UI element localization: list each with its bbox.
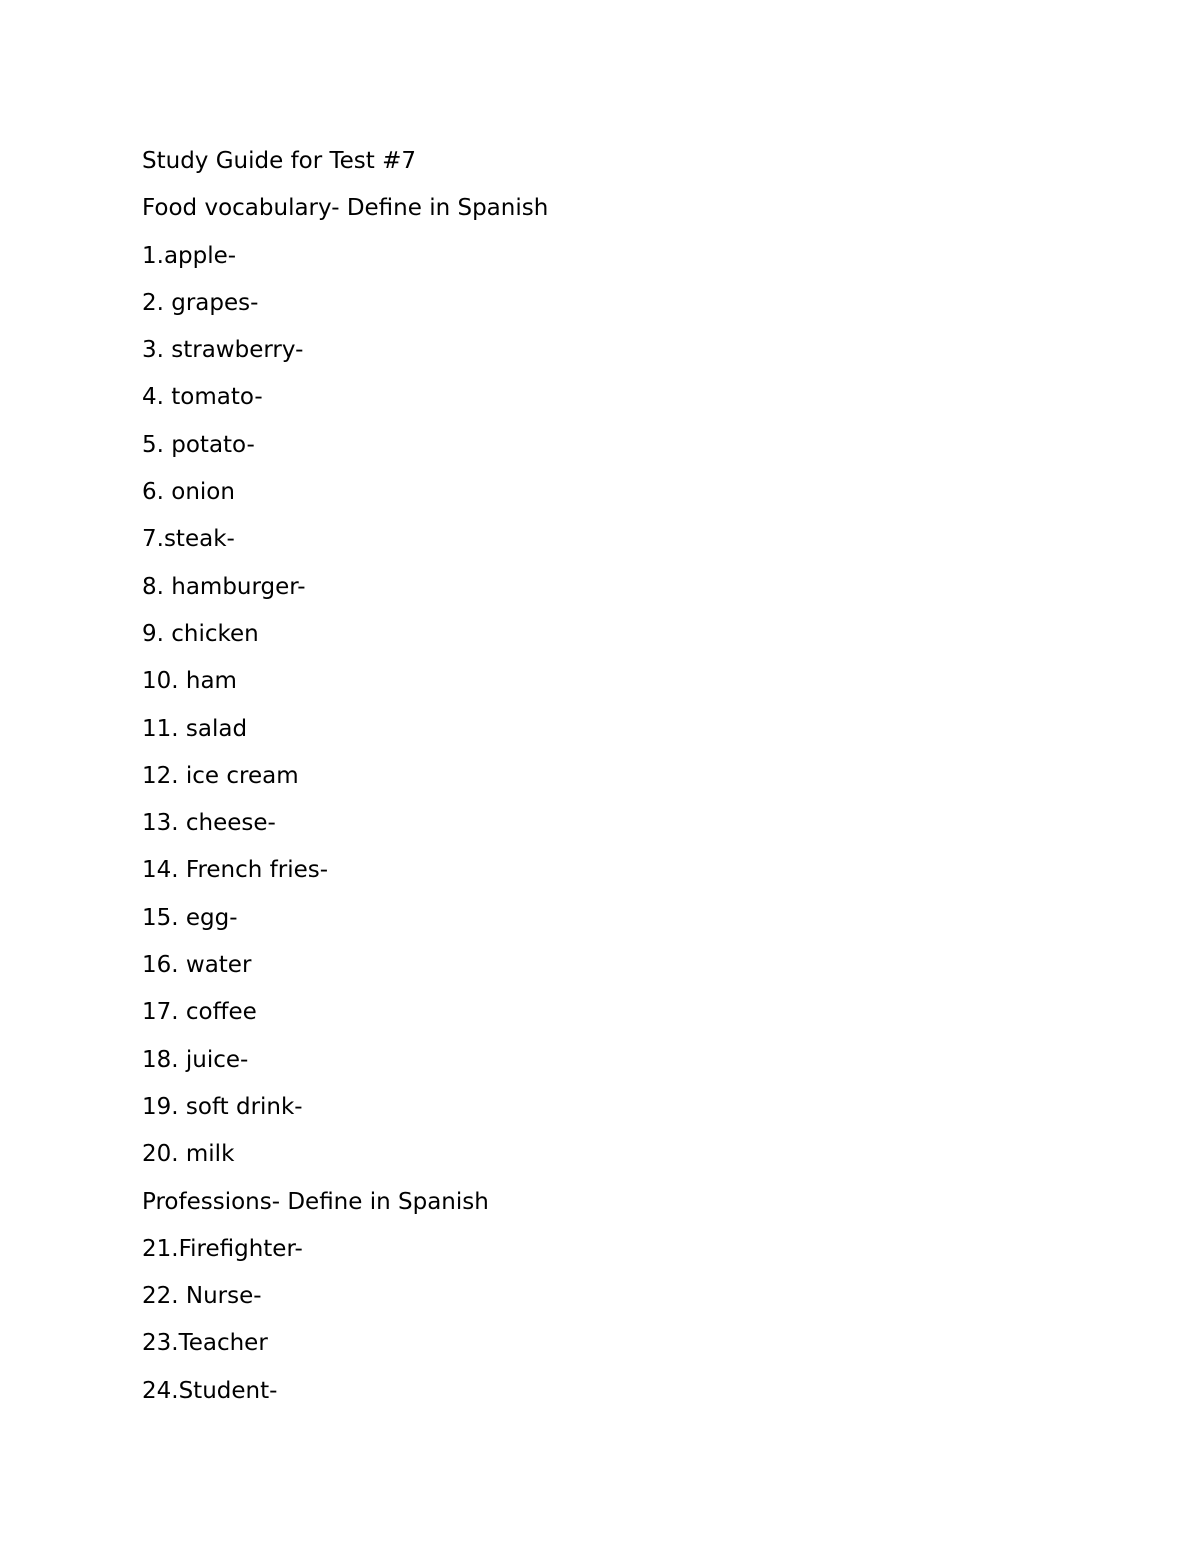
food-item-soft-drink: 19. soft drink- xyxy=(142,1093,303,1120)
profession-item-teacher: 23.Teacher xyxy=(142,1330,268,1357)
food-item-milk: 20. milk xyxy=(142,1141,235,1168)
profession-item-nurse: 22. Nurse- xyxy=(142,1283,262,1310)
document-title: Study Guide for Test #7 xyxy=(142,148,417,174)
food-item-water: 16. water xyxy=(142,952,252,979)
food-item-coffee: 17. coffee xyxy=(142,999,257,1026)
food-item-cheese: 13. cheese- xyxy=(142,810,276,837)
food-section-heading: Food vocabulary- Define in Spanish xyxy=(142,195,549,222)
food-item-strawberry: 3. strawberry- xyxy=(142,337,304,364)
document-body xyxy=(142,138,548,1415)
food-item-grapes: 2. grapes- xyxy=(142,289,259,316)
food-item-chicken: 9. chicken xyxy=(142,620,259,647)
food-item-juice: 18. juice- xyxy=(142,1046,249,1073)
food-item-french-fries: 14. French fries- xyxy=(142,857,329,884)
food-item-steak: 7.steak- xyxy=(142,526,235,553)
food-item-salad: 11. salad xyxy=(142,715,248,742)
food-item-egg: 15. egg- xyxy=(142,904,238,931)
food-item-potato: 5. potato- xyxy=(142,431,255,458)
food-item-ham: 10. ham xyxy=(142,668,237,695)
food-item-ice-cream: 12. ice cream xyxy=(142,762,299,789)
professions-section-heading: Professions- Define in Spanish xyxy=(142,1188,489,1215)
food-item-hamburger: 8. hamburger- xyxy=(142,573,306,600)
food-item-tomato: 4. tomato- xyxy=(142,384,263,411)
profession-item-firefighter: 21.Firefighter- xyxy=(142,1235,303,1262)
food-item-apple: 1.apple- xyxy=(142,242,237,269)
food-item-onion: 6. onion xyxy=(142,479,235,506)
profession-item-student: 24.Student- xyxy=(142,1377,278,1404)
